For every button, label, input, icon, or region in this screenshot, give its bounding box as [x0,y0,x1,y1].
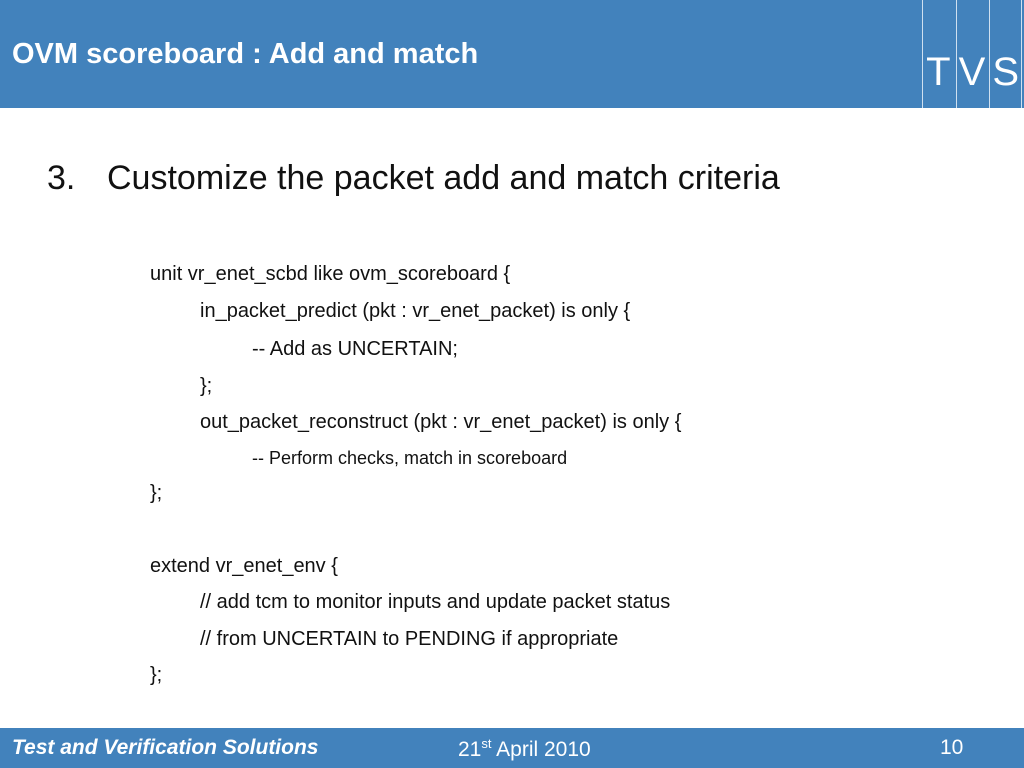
code-line: }; [200,375,213,397]
logo-cell [922,0,954,108]
code-line: unit vr_enet_scbd like ovm_scoreboard { [150,263,511,285]
code-line: out_packet_reconstruct (pkt : vr_enet_packet) is only { [200,411,682,433]
code-line: }; [150,482,163,504]
logo-cell [956,0,988,108]
logo-cell [989,0,1022,108]
heading-number: 3. [47,159,76,197]
date-rest: April 2010 [491,738,591,761]
slide-title: OVM scoreboard : Add and match [12,38,479,70]
code-line: in_packet_predict (pkt : vr_enet_packet) is only { [200,300,631,322]
code-line: -- Perform checks, match in scoreboard [252,448,568,468]
logo-letter: V [958,50,986,94]
code-line: // from UNCERTAIN to PENDING if appropriate [200,628,619,650]
tvs-logo [922,0,1024,108]
footer-company-name: Test and Verification Solutions [12,736,319,759]
logo-letter: T [926,50,951,94]
code-line: extend vr_enet_env { [150,555,338,577]
date-day: 21 [458,738,482,761]
logo-letter: S [992,50,1020,94]
code-line: }; [150,664,163,686]
page-number: 10 [940,736,964,759]
code-line: // add tcm to monitor inputs and update packet status [200,591,671,613]
footer-date [458,736,591,762]
title-bar [0,0,1024,108]
numbered-heading [47,159,780,198]
footer-bar [0,728,1024,768]
date-suffix: st [481,736,492,751]
heading-text: Customize the packet add and match criteria [107,159,780,197]
code-line: -- Add as UNCERTAIN; [252,338,458,360]
